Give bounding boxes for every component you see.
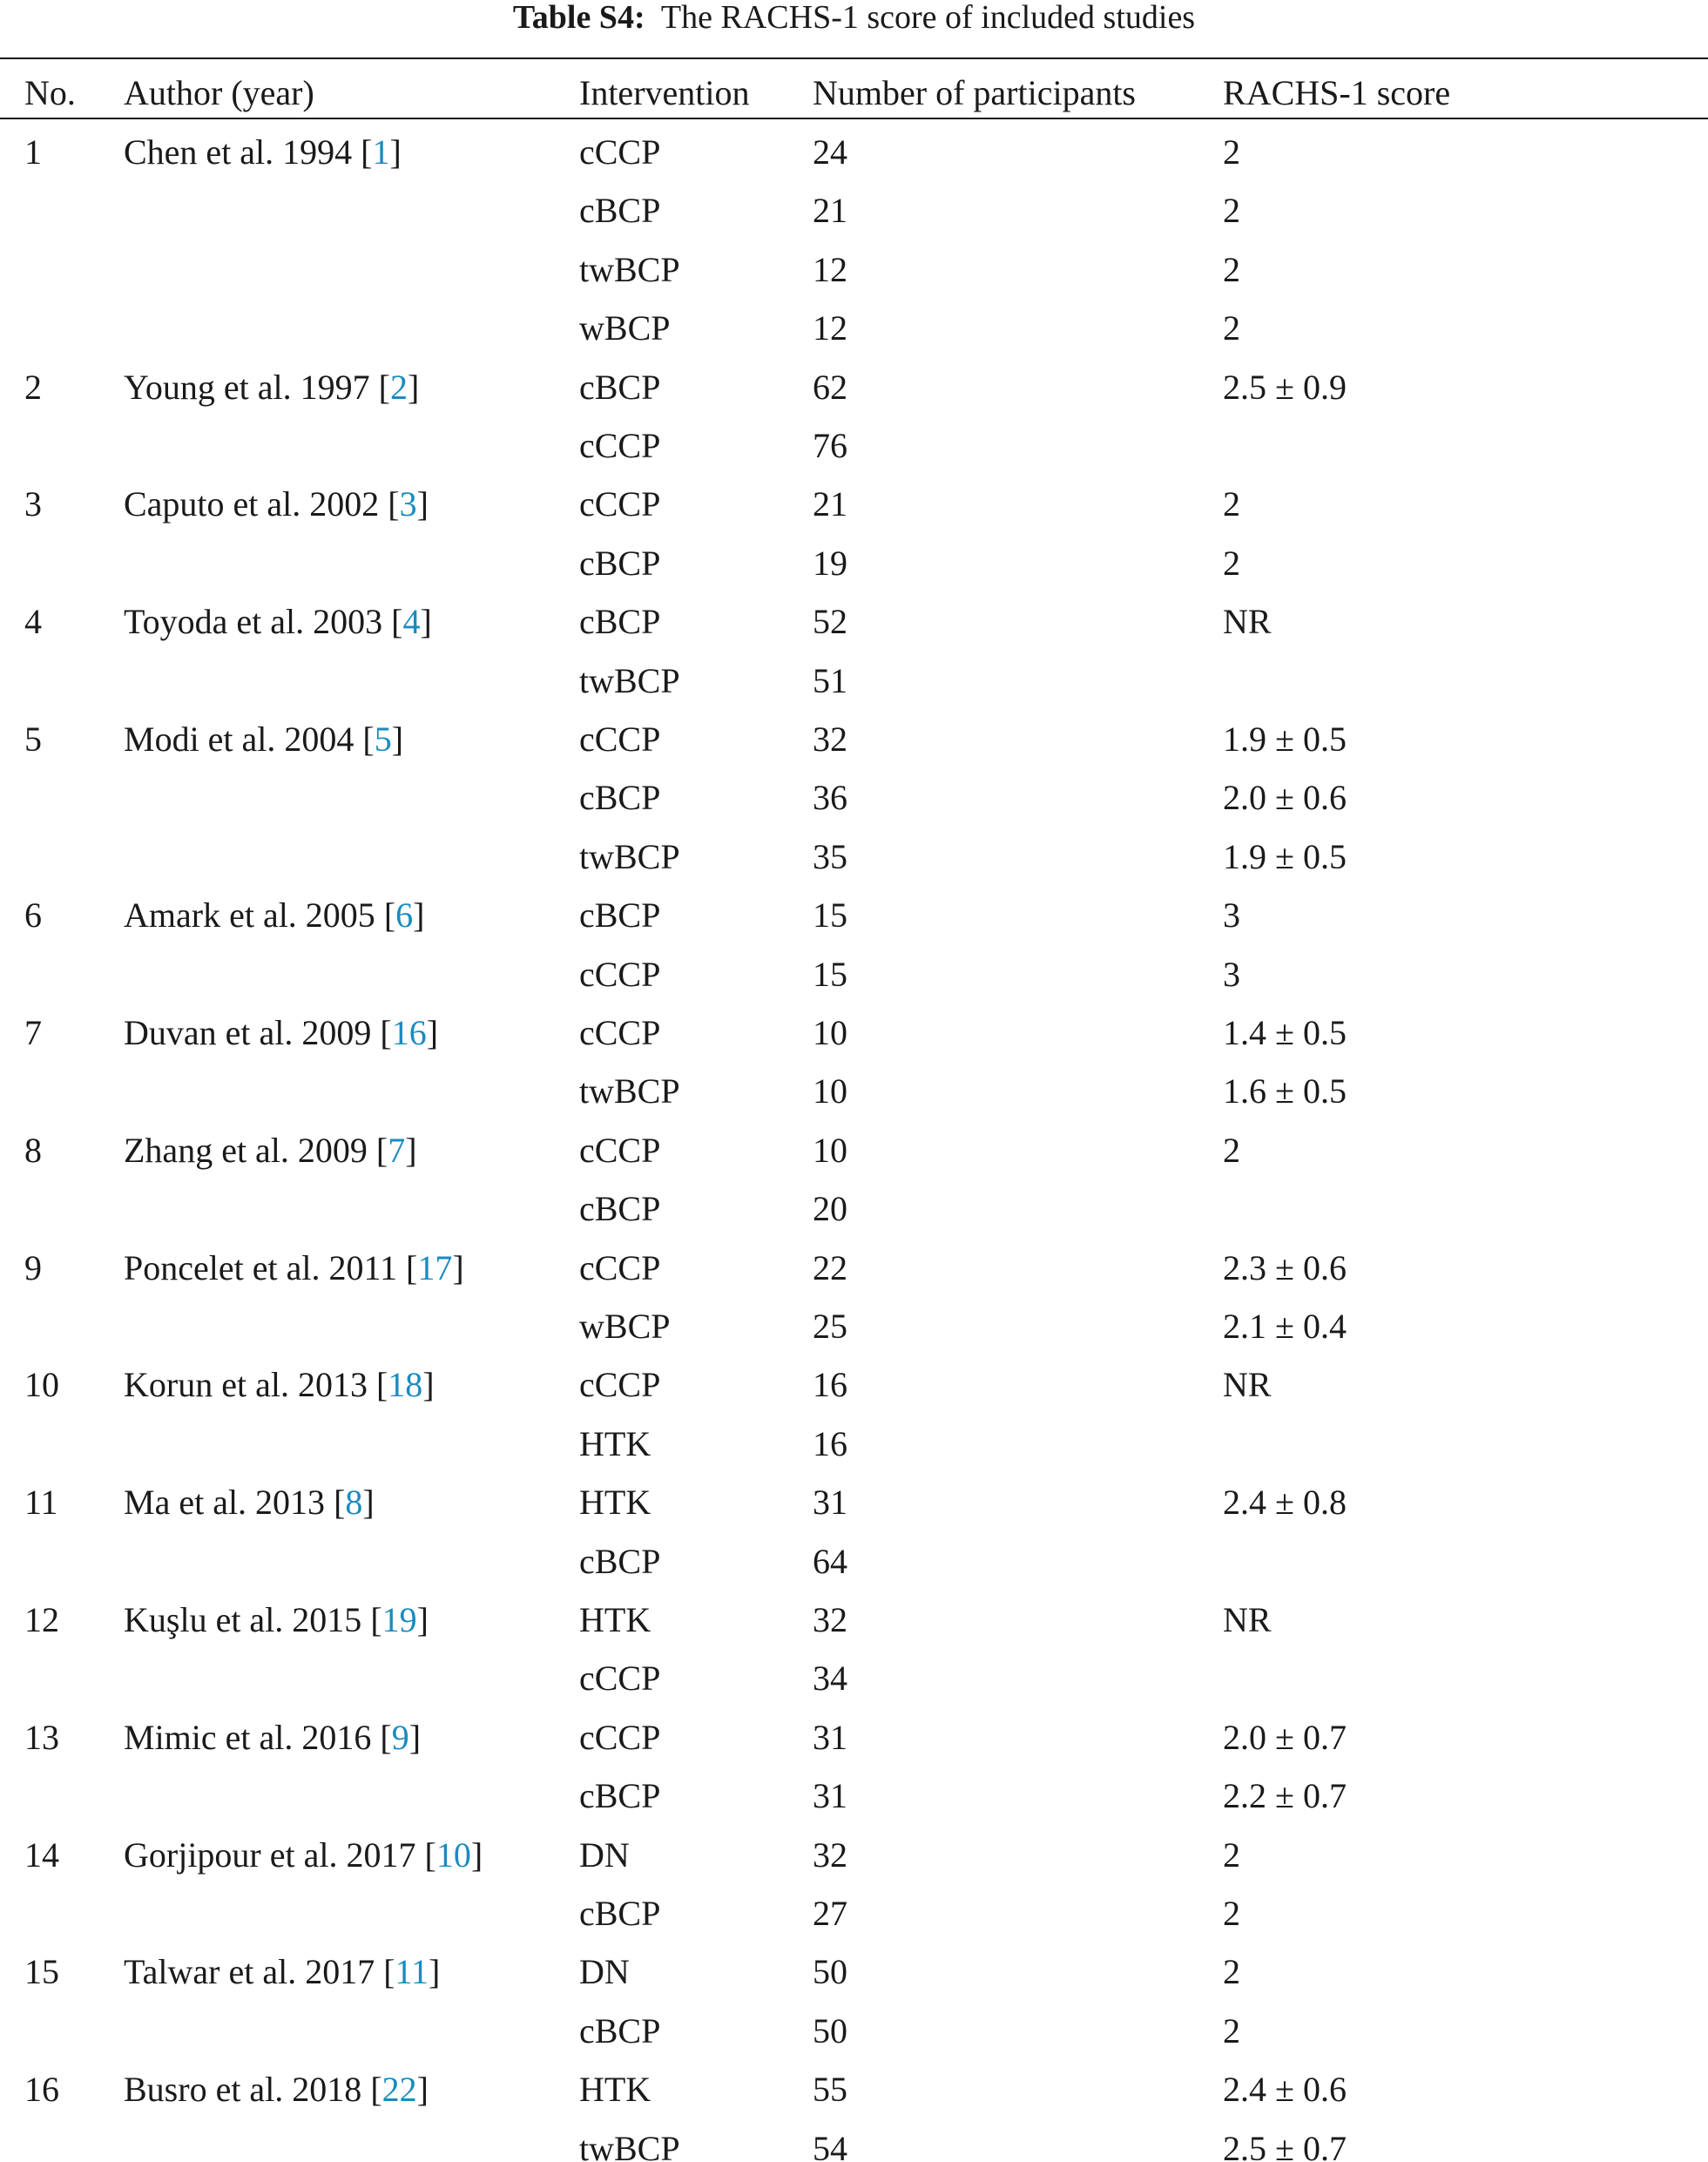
citation-link[interactable]: 17	[417, 1248, 453, 1287]
citation-link[interactable]: 10	[435, 1835, 471, 1875]
cell-score: 2	[1223, 1131, 1240, 1170]
cell-score: 2	[1223, 1835, 1240, 1875]
citation-link[interactable]: 22	[381, 2070, 417, 2109]
cell-author: Young et al. 1997 [2]	[124, 368, 420, 407]
cell-author: Zhang et al. 2009 [7]	[124, 1131, 417, 1170]
author-name: Chen et al. 1994	[124, 132, 353, 172]
cell-author: Modi et al. 2004 [5]	[124, 720, 404, 759]
cell-score: 2.0 ± 0.7	[1223, 1718, 1347, 1757]
cell-score: 2.4 ± 0.8	[1223, 1483, 1347, 1522]
cell-intervention: twBCP	[579, 2129, 680, 2162]
cell-intervention: cBCP	[579, 544, 661, 583]
table-caption-text: The RACHS-1 score of included studies	[660, 0, 1196, 36]
citation-link[interactable]: 16	[391, 1013, 427, 1052]
cell-intervention: cBCP	[579, 1894, 661, 1933]
cell-participants: 31	[813, 1483, 847, 1522]
cell-intervention: twBCP	[579, 250, 680, 289]
table-caption	[0, 0, 1708, 35]
cell-participants: 32	[813, 1835, 847, 1875]
cell-participants: 20	[813, 1189, 847, 1228]
author-name: Talwar et al. 2017	[124, 1952, 375, 1991]
cell-score: 3	[1223, 955, 1240, 994]
cell-score: NR	[1223, 602, 1272, 641]
cell-score: 1.6 ± 0.5	[1223, 1071, 1347, 1111]
cell-participants: 27	[813, 1894, 847, 1933]
cell-participants: 51	[813, 661, 847, 700]
cell-intervention: DN	[579, 1835, 630, 1875]
cell-participants: 54	[813, 2129, 847, 2162]
cell-author: Ma et al. 2013 [8]	[124, 1483, 375, 1522]
cell-participants: 50	[813, 1952, 847, 1991]
cell-score: 2.2 ± 0.7	[1223, 1776, 1347, 1815]
citation-link[interactable]: 4	[402, 602, 421, 641]
cell-no: 9	[24, 1248, 42, 1287]
cell-intervention: cCCP	[579, 426, 661, 465]
cell-author: Korun et al. 2013 [18]	[124, 1365, 435, 1404]
cell-author: Busro et al. 2018 [22]	[124, 2070, 429, 2109]
cell-intervention: cCCP	[579, 484, 661, 524]
cell-score: 2.5 ± 0.9	[1223, 368, 1347, 407]
cell-no: 1	[24, 132, 42, 172]
citation-link[interactable]: 6	[395, 895, 414, 935]
cell-participants: 21	[813, 484, 847, 524]
cell-participants: 24	[813, 132, 847, 172]
author-name: Caputo et al. 2002	[124, 484, 380, 524]
cell-intervention: cBCP	[579, 895, 661, 935]
cell-intervention: cCCP	[579, 955, 661, 994]
cell-intervention: cBCP	[579, 778, 661, 817]
table-caption-label: Table S4:	[512, 0, 645, 36]
cell-participants: 55	[813, 2070, 847, 2109]
cell-no: 14	[24, 1835, 59, 1875]
cell-score: NR	[1223, 1365, 1272, 1404]
cell-intervention: cCCP	[579, 1131, 661, 1170]
cell-intervention: twBCP	[579, 1071, 680, 1111]
cell-participants: 64	[813, 1542, 847, 1581]
cell-participants: 10	[813, 1131, 847, 1170]
cell-participants: 36	[813, 778, 847, 817]
cell-author: Kuşlu et al. 2015 [19]	[124, 1600, 429, 1639]
cell-author: Gorjipour et al. 2017 [10]	[124, 1835, 483, 1875]
cell-intervention: wBCP	[579, 1307, 671, 1346]
cell-intervention: cCCP	[579, 1659, 661, 1698]
cell-intervention: cBCP	[579, 191, 661, 230]
cell-no: 11	[24, 1483, 58, 1522]
cell-no: 3	[24, 484, 42, 524]
cell-author: Talwar et al. 2017 [11]	[124, 1952, 441, 1991]
cell-participants: 31	[813, 1718, 847, 1757]
citation-link[interactable]: 7	[388, 1131, 406, 1170]
cell-intervention: cBCP	[579, 1542, 661, 1581]
cell-no: 7	[24, 1013, 42, 1052]
cell-score: 2	[1223, 544, 1240, 583]
cell-score: 2	[1223, 191, 1240, 230]
citation-link[interactable]: 1	[372, 132, 390, 172]
column-header-participants: Number of participants	[813, 73, 1136, 112]
author-name: Modi et al. 2004	[124, 720, 354, 759]
cell-intervention: cCCP	[579, 1248, 661, 1287]
cell-participants: 25	[813, 1307, 847, 1346]
cell-intervention: cBCP	[579, 368, 661, 407]
cell-intervention: cCCP	[579, 132, 661, 172]
cell-participants: 32	[813, 720, 847, 759]
cell-participants: 10	[813, 1013, 847, 1052]
cell-score: 1.9 ± 0.5	[1223, 837, 1347, 876]
author-name: Ma et al. 2013	[124, 1483, 326, 1522]
cell-intervention: DN	[579, 1952, 630, 1991]
author-name: Gorjipour et al. 2017	[124, 1835, 416, 1875]
citation-link[interactable]: 3	[399, 484, 417, 524]
cell-participants: 16	[813, 1365, 847, 1404]
cell-author: Chen et al. 1994 [1]	[124, 132, 402, 172]
citation-link[interactable]: 18	[388, 1365, 423, 1404]
cell-no: 16	[24, 2070, 59, 2109]
cell-score: 2.4 ± 0.6	[1223, 2070, 1347, 2109]
cell-score: 2.3 ± 0.6	[1223, 1248, 1347, 1287]
cell-score: 2	[1223, 132, 1240, 172]
cell-score: 2.5 ± 0.7	[1223, 2129, 1347, 2162]
column-header-intervention: Intervention	[579, 73, 750, 112]
column-header-author: Author (year)	[124, 73, 314, 112]
cell-author: Mimic et al. 2016 [9]	[124, 1718, 422, 1757]
cell-author: Toyoda et al. 2003 [4]	[124, 602, 432, 641]
citation-link[interactable]: 19	[381, 1600, 417, 1639]
cell-no: 10	[24, 1365, 59, 1404]
author-name: Toyoda et al. 2003	[124, 602, 383, 641]
cell-intervention: twBCP	[579, 837, 680, 876]
citation-link[interactable]: 8	[345, 1483, 363, 1522]
author-name: Busro et al. 2018	[124, 2070, 362, 2109]
table-header-rule	[0, 118, 1708, 119]
cell-participants: 10	[813, 1071, 847, 1111]
cell-author: Duvan et al. 2009 [16]	[124, 1013, 439, 1052]
cell-score: 2	[1223, 308, 1240, 348]
cell-no: 15	[24, 1952, 59, 1991]
cell-no: 5	[24, 720, 42, 759]
cell-score: 2	[1223, 2011, 1240, 2051]
cell-no: 6	[24, 895, 42, 935]
author-name: Duvan et al. 2009	[124, 1013, 372, 1052]
column-header-score: RACHS-1 score	[1223, 73, 1451, 112]
cell-intervention: cCCP	[579, 1013, 661, 1052]
cell-score: 1.9 ± 0.5	[1223, 720, 1347, 759]
cell-author: Poncelet et al. 2011 [17]	[124, 1248, 464, 1287]
cell-participants: 52	[813, 602, 847, 641]
table-top-rule	[0, 57, 1708, 59]
author-name: Kuşlu et al. 2015	[124, 1600, 362, 1639]
cell-no: 2	[24, 368, 42, 407]
cell-intervention: HTK	[579, 1600, 651, 1639]
author-name: Poncelet et al. 2011	[124, 1248, 397, 1287]
cell-intervention: wBCP	[579, 308, 671, 348]
cell-score: NR	[1223, 1600, 1272, 1639]
column-header-no: No.	[24, 73, 76, 112]
cell-participants: 62	[813, 368, 847, 407]
cell-score: 2	[1223, 1894, 1240, 1933]
cell-score: 2	[1223, 250, 1240, 289]
cell-no: 4	[24, 602, 42, 641]
cell-author: Caputo et al. 2002 [3]	[124, 484, 429, 524]
citation-link[interactable]: 5	[374, 720, 392, 759]
cell-intervention: cBCP	[579, 2011, 661, 2051]
cell-score: 3	[1223, 895, 1240, 935]
cell-intervention: cCCP	[579, 720, 661, 759]
cell-intervention: HTK	[579, 1424, 651, 1463]
cell-participants: 35	[813, 837, 847, 876]
cell-score: 1.4 ± 0.5	[1223, 1013, 1347, 1052]
cell-no: 13	[24, 1718, 59, 1757]
cell-score: 2.1 ± 0.4	[1223, 1307, 1347, 1346]
cell-participants: 15	[813, 955, 847, 994]
cell-participants: 19	[813, 544, 847, 583]
cell-intervention: cBCP	[579, 1189, 661, 1228]
author-name: Young et al. 1997	[124, 368, 370, 407]
citation-link[interactable]: 9	[391, 1718, 409, 1757]
cell-intervention: HTK	[579, 1483, 651, 1522]
cell-participants: 50	[813, 2011, 847, 2051]
cell-participants: 31	[813, 1776, 847, 1815]
cell-score: 2	[1223, 1952, 1240, 1991]
cell-no: 8	[24, 1131, 42, 1170]
cell-intervention: cBCP	[579, 1776, 661, 1815]
cell-score: 2	[1223, 484, 1240, 524]
cell-participants: 22	[813, 1248, 847, 1287]
cell-author: Amark et al. 2005 [6]	[124, 895, 425, 935]
cell-intervention: HTK	[579, 2070, 651, 2109]
cell-intervention: cCCP	[579, 1718, 661, 1757]
cell-intervention: cCCP	[579, 1365, 661, 1404]
citation-link[interactable]: 11	[395, 1952, 429, 1991]
cell-participants: 32	[813, 1600, 847, 1639]
cell-participants: 15	[813, 895, 847, 935]
cell-participants: 76	[813, 426, 847, 465]
cell-intervention: twBCP	[579, 661, 680, 700]
cell-no: 12	[24, 1600, 59, 1639]
cell-participants: 34	[813, 1659, 847, 1698]
author-name: Mimic et al. 2016	[124, 1718, 372, 1757]
cell-participants: 12	[813, 250, 847, 289]
cell-participants: 16	[813, 1424, 847, 1463]
cell-score: 2.0 ± 0.6	[1223, 778, 1347, 817]
author-name: Korun et al. 2013	[124, 1365, 368, 1404]
cell-intervention: cBCP	[579, 602, 661, 641]
cell-participants: 12	[813, 308, 847, 348]
cell-participants: 21	[813, 191, 847, 230]
author-name: Amark et al. 2005	[124, 895, 375, 935]
author-name: Zhang et al. 2009	[124, 1131, 368, 1170]
citation-link[interactable]: 2	[389, 368, 408, 407]
